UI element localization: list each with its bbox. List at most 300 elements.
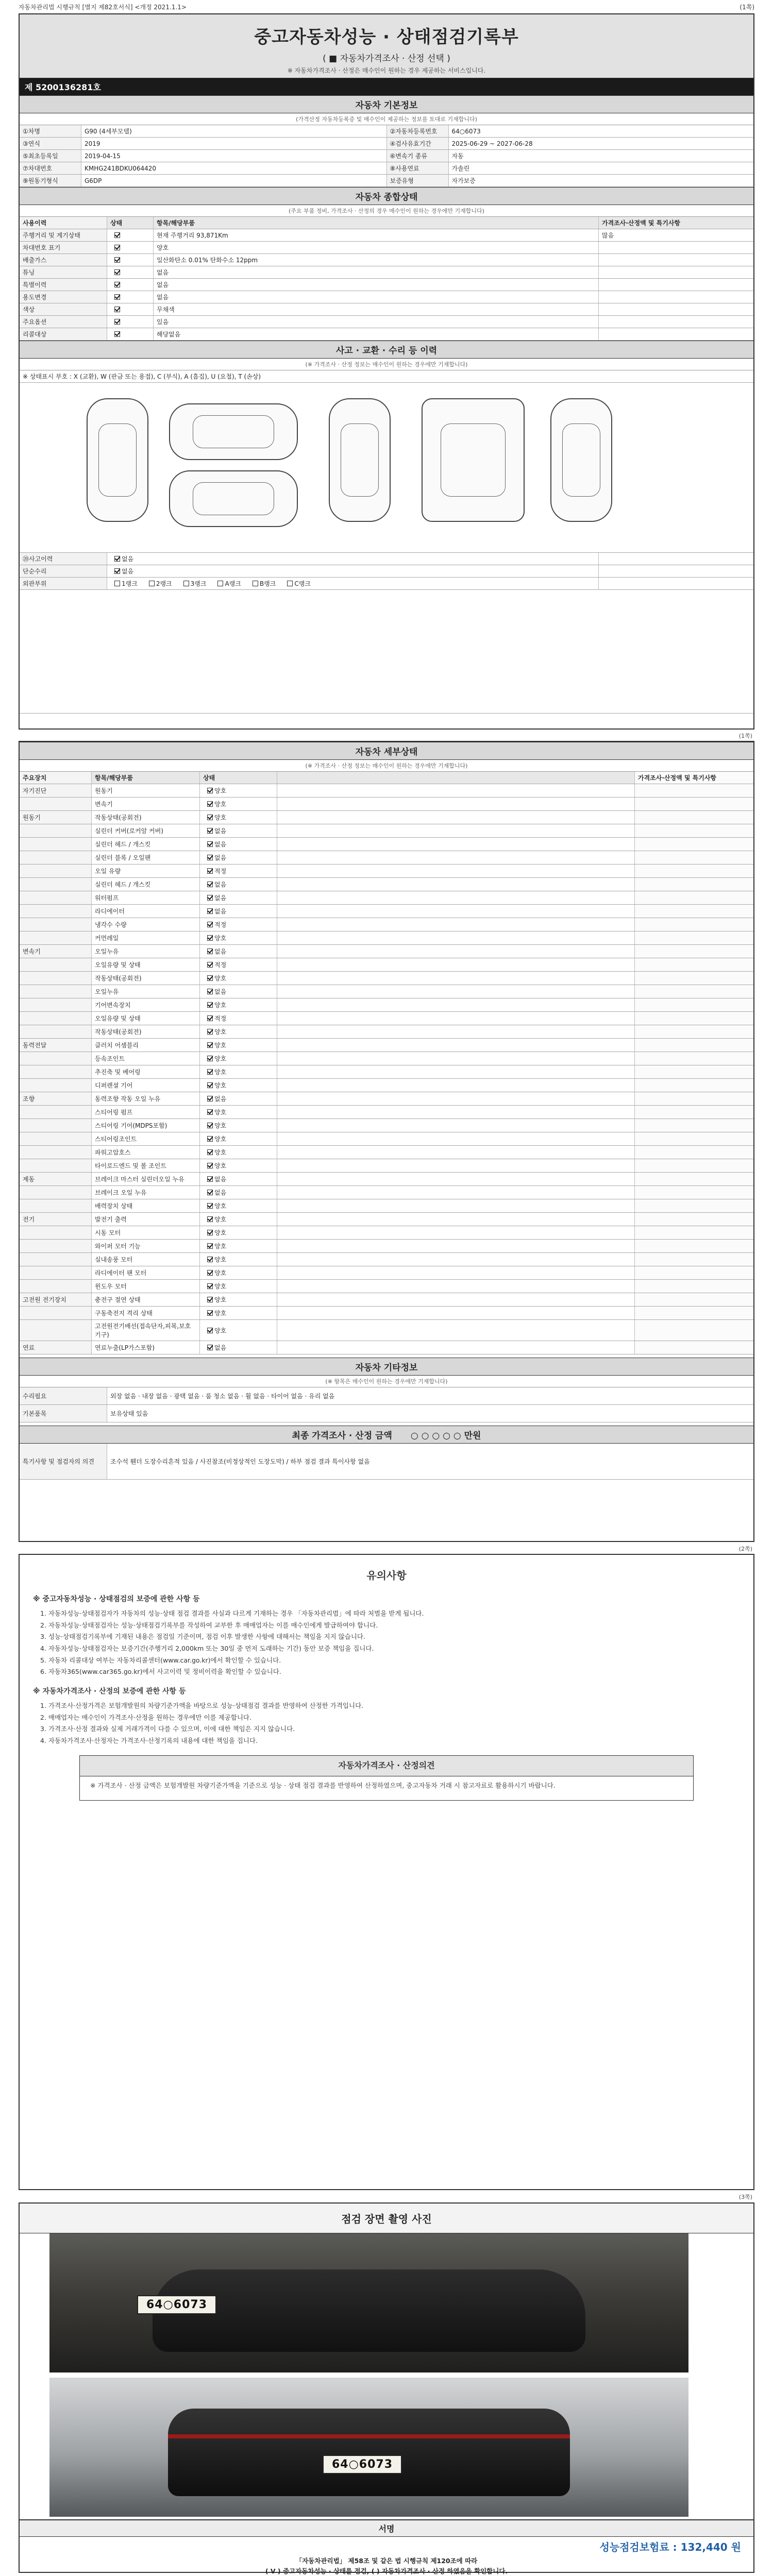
summary-state: [107, 291, 154, 303]
detail-price: [635, 1025, 753, 1038]
other-row: [20, 1387, 753, 1405]
photo-rear: [49, 2378, 688, 2517]
summary-value: 해당없음: [154, 328, 599, 340]
detail-state-text: 없음: [214, 948, 227, 955]
detail-category: [20, 1320, 92, 1341]
detail-item: 기어변속장치: [92, 998, 200, 1011]
detail-item: 스티어링 펌프: [92, 1106, 200, 1118]
detail-category: [20, 1307, 92, 1319]
summary-price: [599, 316, 753, 328]
detail-row: [20, 1307, 753, 1320]
detail-price: [635, 905, 753, 918]
detail-state: [200, 1132, 277, 1145]
check-icon: [207, 1328, 213, 1333]
detail-item: 스티어링 기어(MDPS포함): [92, 1119, 200, 1132]
basic-value: 가솔린: [451, 165, 470, 172]
check-icon: [207, 922, 213, 927]
detail-category: [20, 905, 92, 918]
summary-state: [107, 254, 154, 266]
detail-category: [20, 838, 92, 851]
detail-extra: [277, 1146, 635, 1159]
detail-state: [200, 1065, 277, 1078]
car-side-view-right: [169, 470, 298, 527]
detail-state: [200, 851, 277, 864]
detail-state-text: 없음: [214, 1095, 227, 1103]
detail-category: [20, 1132, 92, 1145]
photo-heading: 점검 장면 촬영 사진: [20, 2204, 753, 2233]
detail-price: [635, 878, 753, 891]
basic-label: ⑧사용연료: [387, 162, 449, 174]
check-icon: [114, 307, 120, 312]
detail-extra: [277, 1079, 635, 1092]
detail-extra: [277, 1119, 635, 1132]
detail-category: [20, 958, 92, 971]
detail-extra: [277, 985, 635, 998]
detail-row: [20, 1293, 753, 1307]
detail-row: [20, 891, 753, 905]
check-icon: [207, 1056, 213, 1061]
basic-info-note: (가격산정 자동차등록증 및 매수인이 제공하는 정보를 토대로 기재합니다): [20, 113, 753, 125]
check-icon: [207, 855, 213, 860]
summary-item: 튜닝: [20, 266, 107, 278]
detail-state-text: 양호: [214, 801, 227, 808]
detail-item: 등속조인트: [92, 1052, 200, 1065]
car-side-view-left: [169, 403, 298, 460]
detail-state-text: 양호: [214, 1042, 227, 1049]
detail-state: [200, 811, 277, 824]
detail-extra: [277, 1159, 635, 1172]
basic-value: G6DP: [81, 175, 387, 187]
detail-row: [20, 1186, 753, 1199]
detail-category: 자기진단: [20, 784, 92, 797]
accident-note: (※ 가격조사 · 산정 정보는 매수인이 원하는 경우에만 기재합니다): [20, 359, 753, 370]
rank-label: 2랭크: [156, 580, 172, 587]
check-icon: [207, 962, 213, 968]
detail-state: [200, 972, 277, 985]
notice-item: 3. 가격조사·산정 결과와 실제 거래가격이 다를 수 있으며, 이에 대한 책임은 지지 않습니다.: [40, 1725, 295, 1733]
detail-state-text: 적정: [214, 1015, 227, 1022]
detail-item: 동력조향 작동 오일 누유: [92, 1092, 200, 1105]
notice-item: 6. 자동차365(www.car365.go.kr)에서 사고이력 및 정비이력을 확인할 수 있습니다.: [40, 1668, 281, 1676]
detail-state-text: 양호: [214, 1296, 227, 1303]
detail-state-text: 적정: [214, 868, 227, 875]
summary-item: 주요옵션: [20, 316, 107, 328]
summary-col-4: 가격조사·산정액 및 특기사항: [602, 219, 681, 227]
detail-extra: [277, 824, 635, 837]
notice-item: 1. 자동차성능·상태점검자가 자동차의 성능·상태 점검 결과를 사실과 다르게 기재하는 경우 「자동차관리법」에 따라 처벌을 받게 됩니다.: [40, 1609, 424, 1618]
check-icon: [207, 1109, 213, 1115]
detail-category: [20, 824, 92, 837]
detail-state-text: 양호: [214, 1202, 227, 1210]
detail-category: [20, 1146, 92, 1159]
check-icon: [114, 269, 120, 275]
summary-state: [107, 279, 154, 291]
detail-row: [20, 1065, 753, 1079]
detail-category: [20, 1280, 92, 1293]
detail-category: [20, 1065, 92, 1078]
check-icon: [207, 1297, 213, 1302]
detail-extra: [277, 1173, 635, 1185]
detail-state-text: 없음: [214, 1176, 227, 1183]
detail-state-text: 양호: [214, 1109, 227, 1116]
detail-row: [20, 931, 753, 945]
detail-state: [200, 1253, 277, 1266]
detail-category: 조향: [20, 1092, 92, 1105]
detail-state-text: 양호: [214, 1136, 227, 1143]
sheet-page-3: [19, 1554, 754, 2190]
detail-state-text: 양호: [214, 1327, 227, 1334]
detail-state: [200, 1039, 277, 1052]
detail-row: [20, 972, 753, 985]
accident-heading: 사고 · 교환 · 수리 등 이력: [20, 341, 753, 359]
check-icon: [183, 581, 189, 586]
notice-block: [20, 1555, 753, 1817]
detail-item: 배력장치 상태: [92, 1199, 200, 1212]
detail-category: [20, 931, 92, 944]
detail-extra: [277, 1213, 635, 1226]
detail-state: [200, 1012, 277, 1025]
basic-info-table: [20, 125, 753, 187]
detail-state: [200, 931, 277, 944]
detail-price: [635, 1052, 753, 1065]
detail-state: [200, 1146, 277, 1159]
check-icon: [207, 948, 213, 954]
basic-row: [20, 138, 753, 150]
summary-value: 일산화탄소 0.01% 탄화수소 12ppm: [154, 254, 599, 266]
plate-rear: 64○6073: [323, 2455, 402, 2474]
basic-label: ④검사유효기간: [387, 138, 449, 149]
opinion-box: [79, 1755, 694, 1800]
detail-note: (※ 가격조사 · 산정 정보는 매수인이 원하는 경우에만 기재합니다): [20, 760, 753, 772]
detail-row: [20, 811, 753, 824]
detail-state: [200, 865, 277, 877]
detail-row: [20, 1159, 753, 1173]
form-legal-ref: 자동차관리법 시행규칙 [별지 제82호서식] <개정 2021.1.1>: [19, 4, 187, 11]
detail-extra: [277, 958, 635, 971]
detail-category: 제동: [20, 1173, 92, 1185]
detail-category: [20, 1012, 92, 1025]
notice-item: 2. 매매업자는 매수인이 가격조사·산정을 원하는 경우에만 이를 제공합니다.: [40, 1713, 251, 1721]
detail-state: [200, 1173, 277, 1185]
detail-category: [20, 1025, 92, 1038]
detail-state-text: 양호: [214, 1149, 227, 1156]
price-note: 조수석 휀더 도장수리흔적 있음 / 사진참조(비정상적인 도장도막) / 하부 점검 결과 특이사항 없음: [110, 1458, 370, 1465]
document-title: 중고자동차성능 · 상태점검기록부: [254, 27, 519, 47]
detail-state-text: 양호: [214, 787, 227, 794]
detail-price: [635, 1079, 753, 1092]
basic-label: ⑨원동기형식: [20, 175, 81, 187]
detail-extra: [277, 1266, 635, 1279]
detail-row: [20, 1226, 753, 1240]
price-heading-label: 최종 가격조사 · 산정 금액: [292, 1431, 392, 1441]
detail-extra: [277, 1240, 635, 1252]
car-top-view: [329, 398, 391, 522]
detail-price: [635, 1146, 753, 1159]
check-icon: [114, 282, 120, 287]
detail-category: [20, 998, 92, 1011]
detail-state-text: 양호: [214, 1310, 227, 1317]
basic-row: [20, 162, 753, 175]
detail-state: [200, 998, 277, 1011]
sheet-page-1: [19, 13, 754, 730]
notice-item: 5. 자동차 리콜대상 여부는 자동차리콜센터(www.car.go.kr)에서 확인할 수 있습니다.: [40, 1656, 281, 1664]
basic-value: 자동: [451, 152, 464, 160]
summary-state: [107, 316, 154, 328]
detail-price: [635, 1092, 753, 1105]
summary-note: (주요 부품 정비, 가격조사 · 산정의 경우 매수인이 원하는 경우에만 기재합니다): [20, 205, 753, 217]
detail-row: [20, 1025, 753, 1039]
summary-price: [599, 279, 753, 291]
detail-price: [635, 918, 753, 931]
detail-row: [20, 865, 753, 878]
accident-value-text: 없음: [122, 555, 134, 563]
check-icon: [253, 581, 258, 586]
plate-front: 64○6073: [137, 2295, 216, 2314]
detail-row: [20, 1132, 753, 1146]
detail-state: [200, 1341, 277, 1354]
summary-heading: 자동차 종합상태: [20, 187, 753, 205]
detail-extra: [277, 918, 635, 931]
detail-col-3: 상태: [200, 772, 277, 784]
signature-line-2: ( V ) 중고자동차성능 · 상태를 점검, ( ) 자동차가격조사 · 산정 하였음을 확인합니다.: [265, 2567, 508, 2575]
check-icon: [114, 581, 120, 586]
detail-state-text: 양호: [214, 1229, 227, 1236]
detail-state: [200, 1159, 277, 1172]
detail-state: [200, 798, 277, 810]
detail-state-text: 양호: [214, 1055, 227, 1062]
rank-label: B랭크: [259, 580, 276, 587]
detail-item: 실린더 커버(로커암 커버): [92, 824, 200, 837]
detail-state-text: 적정: [214, 961, 227, 969]
accident-value: [107, 565, 599, 577]
detail-item: 커먼레일: [92, 931, 200, 944]
detail-extra: [277, 878, 635, 891]
check-icon: [207, 828, 213, 834]
detail-extra: [277, 798, 635, 810]
detail-extra: [277, 1132, 635, 1145]
detail-extra: [277, 865, 635, 877]
summary-state: [107, 303, 154, 315]
detail-extra: [277, 811, 635, 824]
detail-price: [635, 945, 753, 958]
detail-category: [20, 1159, 92, 1172]
detail-row: [20, 1119, 753, 1132]
check-icon: [287, 581, 293, 586]
detail-item: 라디에이터: [92, 905, 200, 918]
detail-item: 시동 모터: [92, 1226, 200, 1239]
detail-state: [200, 945, 277, 958]
check-icon: [207, 1345, 213, 1350]
detail-extra: [277, 1293, 635, 1306]
other-table: [20, 1387, 753, 1422]
check-icon: [207, 1203, 213, 1209]
rank-note: [599, 578, 753, 589]
detail-category: [20, 891, 92, 904]
detail-price: [635, 891, 753, 904]
detail-row: [20, 905, 753, 918]
detail-category: [20, 1226, 92, 1239]
summary-row: [20, 303, 753, 316]
accident-table: [20, 553, 753, 578]
signature-line-1: 「자동차관리법」 제58조 및 같은 법 시행규칙 제120조에 따라: [295, 2557, 478, 2565]
detail-row: [20, 1146, 753, 1159]
detail-row: [20, 784, 753, 798]
insurance-fee-amount: 132,440: [680, 2541, 728, 2553]
detail-state: [200, 1307, 277, 1319]
basic-value: G90 (4세부모델): [81, 125, 387, 137]
detail-item: 타이로드엔드 및 볼 조인트: [92, 1159, 200, 1172]
basic-value: 2019: [81, 138, 387, 149]
detail-category: [20, 918, 92, 931]
check-icon: [207, 815, 213, 820]
detail-item: 충전구 절연 상태: [92, 1293, 200, 1306]
detail-price: [635, 958, 753, 971]
accident-item: ⑳사고이력: [20, 553, 107, 565]
notice-item: 2. 자동차성능·상태점검자는 성능·상태점검기록부를 작성하여 교부한 후 매매업자는 이를 매수인에게 발급하여야 합니다.: [40, 1621, 378, 1629]
detail-state-text: 양호: [214, 1243, 227, 1250]
detail-state: [200, 1025, 277, 1038]
check-icon: [207, 788, 213, 793]
detail-state: [200, 1199, 277, 1212]
price-amount: ○ ○ ○ ○ ○ 만원: [410, 1431, 481, 1441]
check-icon: [207, 841, 213, 847]
detail-state-text: 양호: [214, 975, 227, 982]
detail-extra: [277, 1320, 635, 1341]
detail-extra: [277, 1092, 635, 1105]
detail-price: [635, 865, 753, 877]
detail-price: [635, 1012, 753, 1025]
summary-value: 있음: [154, 316, 599, 328]
summary-table: [20, 229, 753, 341]
detail-price: [635, 1293, 753, 1306]
detail-category: [20, 1266, 92, 1279]
detail-price: [635, 1106, 753, 1118]
check-icon: [207, 1042, 213, 1048]
detail-price: [635, 1065, 753, 1078]
detail-state-text: 없음: [214, 894, 227, 902]
detail-category: 원동기: [20, 811, 92, 824]
detail-item: 오일 유량: [92, 865, 200, 877]
other-row: [20, 1405, 753, 1422]
detail-state-text: 양호: [214, 1283, 227, 1290]
detail-state-text: 양호: [214, 1082, 227, 1089]
detail-row: [20, 1266, 753, 1280]
other-value: 외장 없음 · 내장 없음 · 광택 없음 · 룸 청소 없음 · 휠 없음 · 타이어 없음 · 유리 없음: [110, 1393, 335, 1400]
detail-row: [20, 1213, 753, 1226]
detail-row: [20, 1106, 753, 1119]
rank-label: A랭크: [225, 580, 241, 587]
detail-price: [635, 798, 753, 810]
detail-row: [20, 1240, 753, 1253]
summary-row: [20, 229, 753, 242]
check-icon: [207, 989, 213, 994]
check-icon: [207, 908, 213, 914]
detail-row: [20, 1320, 753, 1341]
summary-col-3: 항목/해당부품: [154, 217, 599, 229]
detail-price: [635, 851, 753, 864]
detail-price: [635, 1307, 753, 1319]
basic-row: [20, 175, 753, 187]
summary-price: [599, 303, 753, 315]
notice-item: 4. 자동차성능·상태점검자는 보증기간(주행거리 2,000km 또는 30일 중 먼저 도래하는 기간) 동안 보증 책임을 집니다.: [40, 1644, 374, 1652]
detail-state-text: 없음: [214, 1189, 227, 1196]
detail-extra: [277, 945, 635, 958]
detail-row: [20, 1092, 753, 1106]
detail-price: [635, 1159, 753, 1172]
price-label: 특기사항 및 점검자의 의견: [20, 1444, 107, 1479]
check-icon: [207, 1082, 213, 1088]
detail-row: [20, 1253, 753, 1266]
check-icon: [207, 1190, 213, 1195]
accident-price: [599, 565, 753, 577]
check-icon: [114, 245, 120, 250]
detail-price: [635, 784, 753, 797]
detail-category: [20, 1186, 92, 1199]
basic-row: [20, 150, 753, 162]
summary-row: [20, 242, 753, 254]
detail-state-text: 양호: [214, 1122, 227, 1129]
basic-label: 보증유형: [387, 175, 449, 187]
summary-row: [20, 291, 753, 303]
check-icon: [207, 1230, 213, 1235]
accident-row: [20, 553, 753, 565]
detail-item: 연료누출(LP가스포함): [92, 1341, 200, 1354]
other-heading: 자동차 기타정보: [20, 1358, 753, 1376]
check-icon: [207, 1270, 213, 1276]
detail-state-text: 양호: [214, 1256, 227, 1263]
detail-state-text: 없음: [214, 908, 227, 915]
detail-row: [20, 945, 753, 958]
other-item: 수리필요: [20, 1387, 107, 1404]
summary-price: [599, 328, 753, 340]
car-rear-view: [550, 398, 612, 522]
detail-row: [20, 1173, 753, 1186]
detail-item: 실린더 헤드 / 개스킷: [92, 838, 200, 851]
detail-category: [20, 972, 92, 985]
detail-row: [20, 985, 753, 998]
detail-state: [200, 1119, 277, 1132]
detail-extra: [277, 1106, 635, 1118]
document-number: 제 5200136281호: [20, 78, 753, 95]
check-icon: [207, 1136, 213, 1142]
detail-state: [200, 1226, 277, 1239]
basic-label: ⑦차대번호: [20, 162, 81, 174]
check-icon: [207, 882, 213, 887]
check-icon: [207, 1149, 213, 1155]
detail-price: [635, 1253, 753, 1266]
car-front-shape: [153, 2269, 585, 2352]
document-note: ※ 자동차가격조사 · 산정은 매수인이 원하는 경우 제공하는 서비스입니다.: [287, 67, 486, 74]
page-number-3: (3쪽): [738, 2194, 752, 2200]
rank-label: C랭크: [294, 580, 311, 587]
detail-price: [635, 1320, 753, 1341]
detail-extra: [277, 1039, 635, 1052]
notice-section-2: ※ 자동차가격조사 · 산정의 보증에 관한 사항 등: [33, 1687, 186, 1696]
detail-price: [635, 1280, 753, 1293]
detail-state-text: 없음: [214, 1344, 227, 1351]
summary-row: [20, 254, 753, 266]
accident-value: [107, 553, 599, 565]
check-icon: [114, 331, 120, 337]
detail-item: 브레이크 오일 누유: [92, 1186, 200, 1199]
rank-label: 외판부위: [20, 578, 107, 589]
summary-value: 무채색: [154, 303, 599, 315]
check-icon: [207, 868, 213, 874]
basic-label: ⑤최초등록일: [20, 150, 81, 162]
summary-row: [20, 328, 753, 341]
opinion-box-body: ※ 가격조사 · 산정 금액은 보험개발원 차량기준가액을 기준으로 성능 · 상태 점검 결과를 반영하여 산정하였으며, 중고자동차 거래 시 참고자료로 활용하시기 바랍니다.: [90, 1781, 556, 1789]
summary-item: 배출가스: [20, 254, 107, 266]
